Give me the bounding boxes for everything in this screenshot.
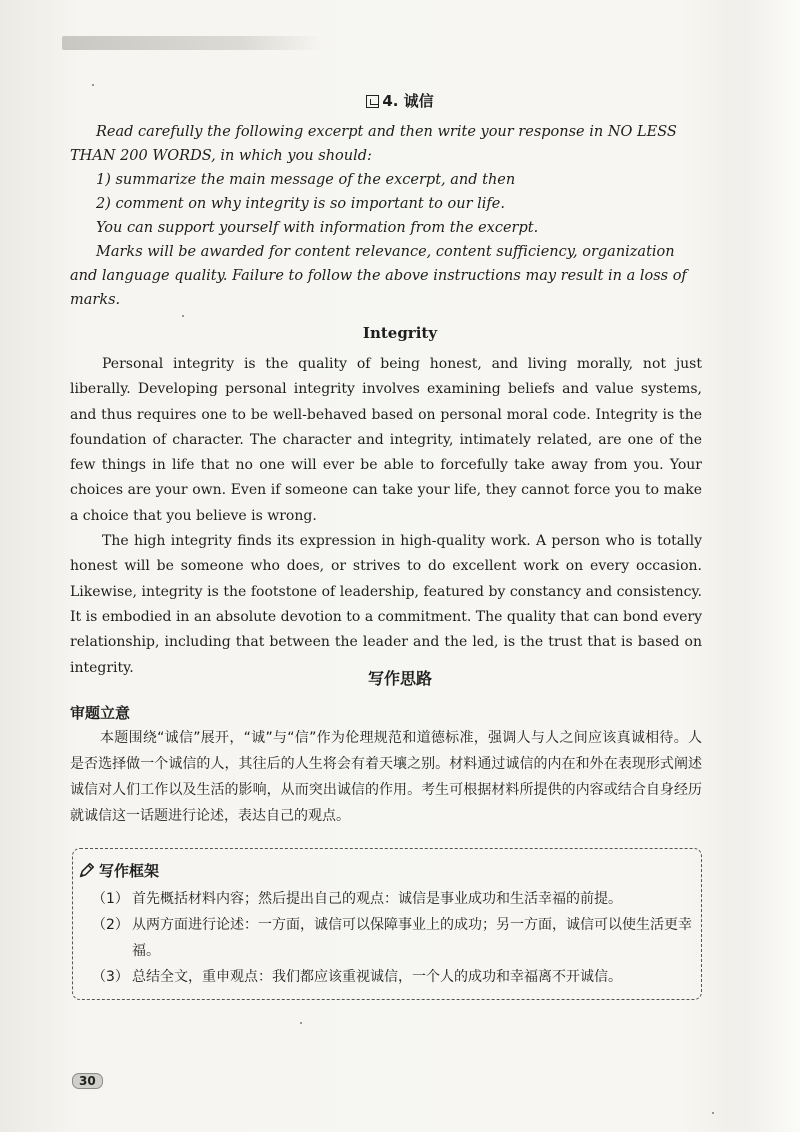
instructions-point-1: 1) summarize the main message of the excerpt, and then [96, 172, 516, 188]
instructions-point-2: 2) comment on why integrity is so important to our life. [96, 196, 505, 212]
instructions-intro: Read carefully the following excerpt and then write your response in NO LESS THAN 200 WORDS, in which you should: [70, 124, 677, 164]
framework-list [92, 886, 698, 990]
analysis-text-block [70, 725, 702, 829]
speck [182, 315, 184, 317]
essay-body [70, 352, 702, 681]
instructions [70, 120, 702, 312]
page-number: 30 [72, 1073, 103, 1089]
framework-header [78, 860, 159, 881]
essay-title: Integrity [362, 324, 438, 342]
page-edge-shadow [722, 0, 800, 1132]
speck [712, 1112, 714, 1114]
framework-item-number: （3） [92, 969, 129, 985]
section-title-text: 4. 诚信 [382, 92, 434, 110]
framework-item-number: （1） [92, 891, 129, 907]
writing-guide-heading: 写作思路 [367, 669, 432, 688]
running-header-strip [62, 36, 322, 50]
section-title [0, 90, 800, 111]
essay-paragraph: Personal integrity is the quality of being honest, and living morally, not just liberally. Developing personal integrity involves examining beliefs and value systems, and thus requires one to be well-behaved based on personal moral code. Integrity is the foundation of character. The character and integrity, intimately related, are one of the few things in life that no one will ever be able to forcefully take away from you. Your choices are your own. Even if someone can take your life, they cannot force you to make a choice that you believe is wrong. [70, 356, 702, 524]
framework-item-text: 从两方面进行论述：一方面，诚信可以保障事业上的成功；另一方面，诚信可以使生活更幸福。 [132, 917, 692, 959]
framework-item [92, 964, 698, 990]
instructions-support: You can support yourself with information from the excerpt. [96, 220, 539, 236]
analysis-text: 本题围绕“诚信”展开，“诚”与“信”作为伦理规范和道德标准，强调人与人之间应该真诚相待。人是否选择做一个诚信的人，其往后的人生将会有着天壤之别。材料通过诚信的内在和外在表现形式阐述诚信对人们工作以及生活的影响，从而突出诚信的作用。考生可根据材料所提供的内容或结合自身经历就诚信这一话题进行论述，表达自己的观点。 [70, 730, 702, 824]
framework-item [92, 912, 698, 964]
essay-paragraph: The high integrity finds its expression in high-quality work. A person who is totally honest will be someone who does, or strives to do excellent work on every occasion. Likewise, integrity is the footstone of leadership, featured by constancy and consistency. It is embodied in an absolute devotion to a commitment. The quality that can bond every relationship, including that between the leader and the led, is the trust that is based on integrity. [70, 533, 702, 676]
framework-item [92, 886, 698, 912]
checkbox-icon [366, 95, 379, 108]
pencil-icon [78, 862, 95, 879]
speck [92, 84, 94, 86]
framework-title: 写作框架 [99, 862, 160, 880]
instructions-marks: Marks will be awarded for content relevance, content sufficiency, organization and language quality. Failure to follow the above instructions may result in a loss of marks. [70, 244, 687, 308]
framework-item-number: （2） [92, 917, 129, 933]
framework-item-text: 总结全文，重申观点：我们都应该重视诚信，一个人的成功和幸福离不开诚信。 [132, 969, 622, 985]
analysis-title: 审题立意 [70, 704, 131, 722]
speck [300, 1022, 302, 1024]
framework-item-text: 首先概括材料内容；然后提出自己的观点：诚信是事业成功和生活幸福的前提。 [132, 891, 622, 907]
